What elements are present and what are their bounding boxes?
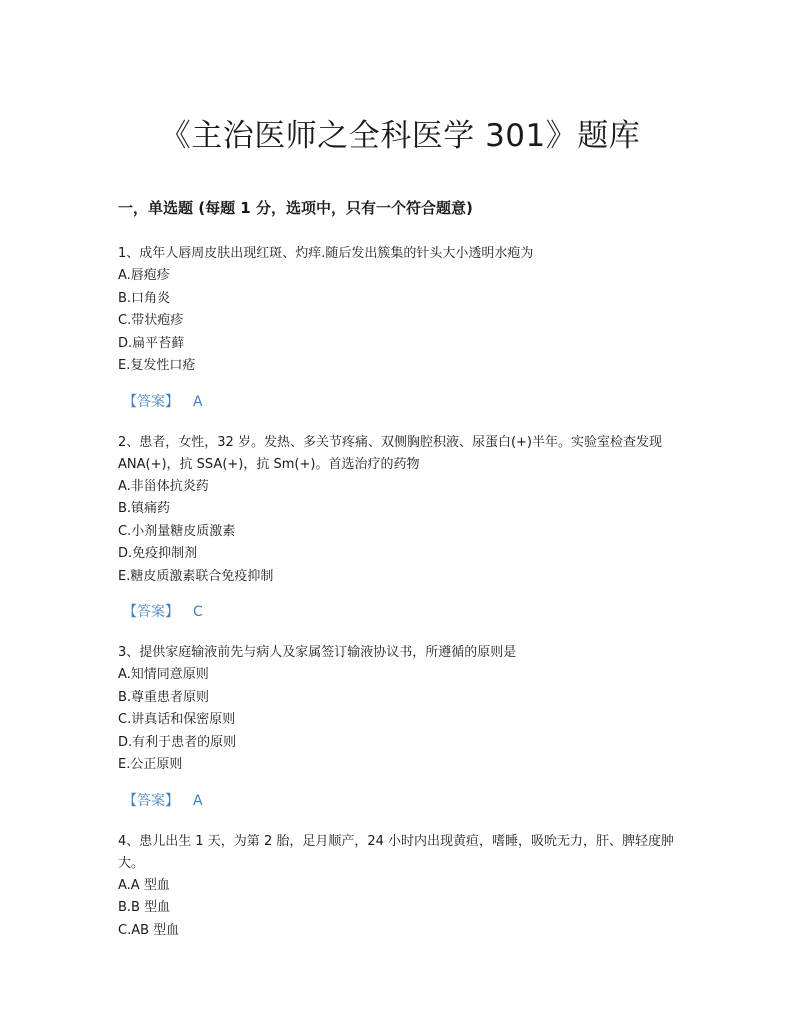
option-a: A.非甾体抗炎药 [118, 478, 209, 494]
option-b: B.尊重患者原则 [118, 689, 210, 705]
question-text: 4、患儿出生 1 天，为第 2 胎，足月顺产，24 小时内出现黄疸，嗜睡，吸吮无力，肝、脾轻度肿大。 [118, 833, 675, 871]
option-e: E.糖皮质激素联合免疫抑制 [118, 568, 274, 584]
option-b: B.B 型血 [118, 900, 171, 915]
question-3 [118, 642, 688, 812]
option-c: C.AB 型血 [118, 922, 180, 938]
page-title: 《主治医师之全科医学 301》题库 [159, 118, 641, 154]
answer-letter: A [193, 792, 203, 809]
question-2 [118, 432, 688, 624]
answer-line [123, 790, 688, 812]
answer-line [123, 601, 688, 623]
answer-label: 【答案】 [123, 393, 179, 410]
option-a: A.A 型血 [118, 877, 170, 893]
question-4 [118, 831, 688, 943]
section-heading: 一，单选题 (每题 1 分，选项中，只有一个符合题意) [118, 199, 473, 217]
question-list [118, 243, 688, 961]
option-e: E.公正原则 [118, 757, 183, 772]
option-d: D.有利于患者的原则 [118, 734, 237, 750]
answer-line [123, 391, 688, 413]
option-c: C.讲真话和保密原则 [118, 712, 236, 727]
option-b: B.镇痛药 [118, 501, 171, 516]
answer-letter: A [193, 393, 203, 410]
option-e: E.复发性口疮 [118, 358, 196, 373]
question-text: 2、患者，女性，32 岁。发热、多关节疼痛、双侧胸腔积液、尿蛋白(+)半年。实验室检查发现 ANA(+)，抗 SSA(+)，抗 Sm(+)。首选治疗的药物 [118, 434, 662, 472]
option-a: A.唇疱疹 [118, 268, 170, 283]
answer-label: 【答案】 [123, 792, 179, 809]
answer-letter: C [193, 604, 203, 620]
option-b: B.口角炎 [118, 290, 171, 306]
option-a: A.知情同意原则 [118, 667, 209, 682]
option-d: D.扁平苔藓 [118, 335, 185, 351]
answer-label: 【答案】 [123, 604, 179, 620]
option-c: C.小剂量糖皮质激素 [118, 523, 236, 539]
question-text: 3、提供家庭输液前先与病人及家属签订输液协议书，所遵循的原则是 [118, 645, 517, 660]
option-c: C.带状疱疹 [118, 313, 184, 328]
question-text: 1、成年人唇周皮肤出现红斑、灼痒.随后发出簇集的针头大小透明水疱为 [118, 246, 534, 261]
question-1 [118, 243, 688, 413]
option-d: D.免疫抑制剂 [118, 546, 198, 561]
